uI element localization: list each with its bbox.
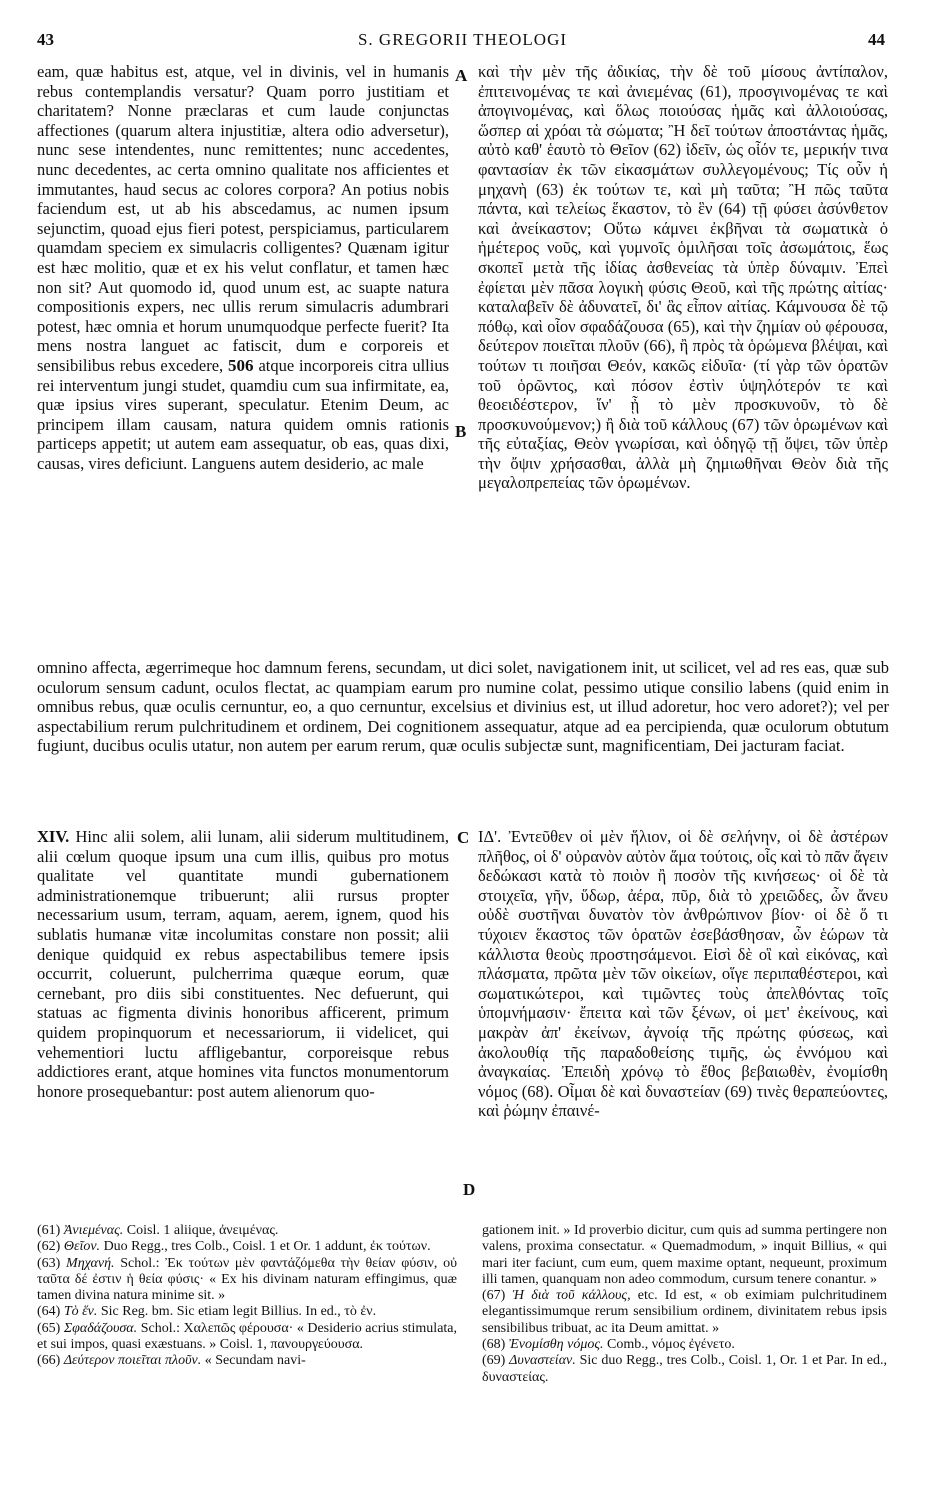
footnote — [37, 1239, 457, 1255]
section-marker-d: D — [463, 1180, 476, 1199]
footnote-number: (66) — [37, 1353, 61, 1369]
footnote-text: Sic duo Regg., tres Colb., Coisl. 1, Or. 1 et Par. In ed., δυναστείας. — [482, 1353, 887, 1385]
footnote-lemma: Ἡ διὰ τοῦ κάλλους, — [512, 1288, 631, 1304]
footnote-text: Schol.: Χαλεπῶς φέρουσα· « Desiderio acrius stimulata, et sui impos, quasi exæstuans. » Coisl. 1, πανουργεύουσα. — [37, 1320, 458, 1353]
section-number-greek: ΙΔ'. — [478, 827, 502, 846]
footnote-number: (68) — [482, 1337, 506, 1353]
footnote-text: Schol.: Ἐκ τούτων μὲν φαντάζόμεθα τὴν θείαν φύσιν, οὐ ταῦτα δέ ἐστιν ἡ θεία φύσις· « Ex his divinam naturam effingimus, quæ tamen divina natura minime sit. » — [37, 1255, 458, 1304]
running-title: S. GREGORII THEOLOGI — [357, 30, 568, 49]
footnote-number: (61) — [37, 1223, 61, 1238]
footnote-number: (63) — [37, 1255, 61, 1271]
footnote-lemma: Ἐνομίσθη νόμος. — [508, 1337, 604, 1353]
footnote-text: « Secundam navi- — [204, 1353, 306, 1369]
latin-column-bottom — [37, 827, 449, 1101]
footnote-number: (62) — [37, 1239, 61, 1255]
section-marker-a: A — [455, 66, 468, 85]
greek-text-c: Ἐντεῦθεν οἱ μὲν ἥλιον, οἱ δὲ σελήνην, οἱ δὲ ἀστέρων πλῆθος, οἱ δ' οὐρανὸν αὐτὸν ἅμα τούτοις, οἷς καὶ τὸ πᾶν ἄγειν δεδώκασι κατὰ τὸ ποιὸν ἢ ποσὸν τῆς κινήσεως· οἱ δὲ τὰ στοιχεῖα, γῆν, ὕδωρ, ἀέρα, πῦρ, διὰ τὸ χρειῶδες, ὧν ἄνευ οὐδὲ συστῆναι δυνατὸν τὸν ἀνθρώπινον βίον· οἱ δὲ ὅ τι τύχοιεν ἕκαστος τῶν ὁρατῶν ἐσεβάσθησαν, ὧν ἑώρων τὰ κάλλιστα θεοὺς προστησάμενοι. Εἰσὶ δὲ οἳ καὶ εἰκόνας, καὶ πλάσματα, πρῶτα μὲν τῶν οἰκείων, οἵγε περιπαθέστεροι, καὶ σωματικώτεροι, καὶ τιμῶντες τοὺς ἀπελθόντας τοῖς ὑπομνήμασιν· ἔπειτα καὶ τῶν ξένων, οἱ μετ' ἐκείνους, καὶ μακρὰν ἀπ' ἐκείνων, ἀγνοίᾳ τῆς πρώτης φύσεως, καὶ ἀκολουθίᾳ τῆς παραδοθείσης τιμῆς, ὡς ἐννόμου καὶ ἀναγκαίας. Ἐπειδὴ χρόνῳ τὸ ἔθος βεβαιωθὲν, ἐνομίσθη νόμος (68). Οἶμαι δὲ καὶ δυναστείαν (69) τινὲς θεραπεύοντες, καὶ ῥώμην ἐπαινέ- — [478, 827, 889, 1121]
latin-text-a: eam, quæ habitus est, atque, vel in divinis, vel in humanis rebus contemplandis versatur? Quam porro justitiam et charitatem? Nonne præclaras et cum laude conjunctas affectiones (quarum altera injustitiæ, altera odio adversetur), nunc sese intendentes, nunc remittentes; nunc accedentes, nunc decedentes, ac certa omnino qualitate nos afficientes et immutantes, haud secus ac colores corpora? An potius nobis faciendum est, ut ab his abscedamus, ac numen ipsum sejunctim, quoad ejus fieri potest, perspiciamus, particularem quamdam speciem ex simulacris colligentes? Quænam igitur est hæc molitio, quæ et ex his velut conflatur, et tamen hæc non sit? Aut quomodo id, quod unum est, ac suapte natura compositionis expers, nec ullis rerum simulacris adumbrari potest, hæc omnia et horum unumquodque perfecte fuerit? Ita mens nostra languet ac fatiscit, dum e corporeis et sensibilibus rebus excedere, — [37, 62, 449, 375]
greek-column-top — [478, 62, 888, 493]
footnote-lemma: Ἀνιεμένας. — [63, 1223, 124, 1238]
footnote-lemma: Δεύτερον ποιεῖται πλοῦν. — [63, 1353, 202, 1369]
latin-text-c: Hinc alii solem, alii lunam, alii siderum multitudinem, alii cœlum quoque ipsum una cum illis, quibus pro motus qualitate vel quantitate mundi gubernationem administrationemque tribuerunt; alii rursus propter necessarium usum, terram, aquam, aerem, ignem, quod his sublatis humanæ vitæ incolumitas constare non possit; alii denique quidquid ex rebus aspectabilibus temere ipsis occurrit, coluerunt, pulcherrima quæque eorum, quæ cernebant, pro diis sibi constituentes. Nec defuerunt, qui statuas ac figmenta divinis honoribus afficerent, primum quidem propinquorum et necessariorum, ii videlicet, qui vehementiori luctu affligebantur, corporeisque rebus addictiores erant, atque homines vita functos monumentorum honore prosequebantur: post autem alienorum quo- — [37, 827, 450, 1101]
footnote-lemma: Σφαδάζουσα. — [63, 1320, 138, 1336]
page-number-left: 43 — [37, 30, 54, 49]
latin-column-top — [37, 62, 449, 473]
footnote — [37, 1353, 457, 1369]
footnote-text: Sic Reg. bm. Sic etiam legit Billius. In ed., τὸ ἐν. — [100, 1304, 377, 1320]
footnote — [37, 1256, 457, 1305]
latin-span-text: omnino affecta, ægerrimeque hoc damnum ferens, secundam, ut dici solet, navigationem init, ut scilicet, vel ad res eas, quæ sub oculorum sensum cadunt, oculos flectat, ac quampiam earum pro numine colat, pessimo utique consilio labens (quid enim in omnibus rebus, quæ oculis cernuntur, eo, a quo cernuntur, excelsius et divinius est, ut illud adoretur, hoc vero adoret?); vel per aspectabilium rerum pulchritudinem et ordinem, Dei cognitionem assequatur, atque ad ea percipienda, quæ oculorum obtutum fugiunt, ducibus oculis utatur, non autem per earum rerum, quæ oculis subjectæ sunt, magnificentiam, Dei jacturam faciat. — [37, 658, 889, 756]
footnote — [482, 1353, 887, 1386]
section-marker-c: C — [457, 828, 470, 847]
footnote-text: Coisl. 1 aliique, ἀνειμένας. — [126, 1223, 279, 1238]
footnote — [37, 1304, 457, 1320]
footnotes-right — [482, 1223, 887, 1386]
footnote-lemma: Θεῖον. — [63, 1239, 101, 1255]
footnote-text: Duo Regg., tres Colb., Coisl. 1 et Or. 1 addunt, ἐκ τούτων. — [103, 1239, 431, 1255]
footnote-text: Comb., νόμος ἐγένετο. — [607, 1337, 735, 1353]
footnotes-left — [37, 1223, 457, 1370]
footnote-text: gationem init. » Id proverbio dicitur, cum quis ad summa pertingere non valens, proxima consectatur. « Quemadmodum, » inquit Billius, « qui mari iter faciunt, cum eum, quem maxime optant, nequeunt, proximum illi tamen, quanquam non adeo commodum, cursum tenere conantur. » — [482, 1223, 887, 1287]
footnote-lemma: Τὸ ἕν. — [63, 1304, 98, 1320]
footnote — [37, 1321, 457, 1354]
footnote — [37, 1223, 457, 1239]
footnote — [482, 1337, 887, 1353]
latin-text-a-continued: atque incorporeis citra ullius rei interventum jungi studet, quamdiu cum sua infirmitate, ea, quæ ipsius vires superant, speculatur. Etenim Deum, ac principem illam causam, natura quidem omnis rationis particeps appetit; ut autem eam assequatur, ob eas, quas dixi, causas, vires deficiunt. Languens autem desiderio, ac male — [37, 355, 450, 473]
page-number-right: 44 — [868, 30, 885, 49]
footnote-text: etc. Id est, « ob eximiam pulchritudinem elegantissimumque rerum sensibilium ordinem, divinitatem rebus ipsis sensibilibus tribuat, ac ita Deum amittat. » — [482, 1288, 888, 1336]
section-number-latin: XIV. — [37, 827, 70, 846]
greek-column-bottom — [478, 827, 888, 1121]
footnote-lemma: Δυναστείαν. — [509, 1353, 576, 1369]
footnote — [482, 1223, 887, 1288]
footnote-number: (64) — [37, 1304, 61, 1320]
latin-full-width-paragraph — [37, 658, 889, 756]
section-marker-b: B — [455, 422, 467, 441]
column-number: 506 — [228, 355, 254, 375]
footnote-lemma: Μηχανή. — [66, 1255, 115, 1271]
footnote — [482, 1288, 887, 1337]
page-header — [0, 22, 925, 52]
footnote-number: (69) — [482, 1353, 506, 1369]
footnote-number: (67) — [482, 1288, 506, 1304]
footnote-number: (65) — [37, 1320, 61, 1336]
greek-text-a: καὶ τὴν μὲν τῆς ἀδικίας, τὴν δὲ τοῦ μίσους ἀντίπαλον, ἐπιτεινομένας τε καὶ ἀνιεμένας (61), προσγινομένας τε καὶ ἀπογινομένας, καὶ ὅλως ποιούσας ἡμᾶς καὶ ἀλλοιούσας, ὥσπερ αἱ χρόαι τὰ σώματα; Ἢ δεῖ τούτων ἀποστάντας ἡμᾶς, αὐτὸ καθ' ἑαυτὸ τὸ Θεῖον (62) ἰδεῖν, ὡς οἷόν τε, μερικήν τινα φαντασίαν ἐκ τῶν εἰκασμάτων συλλεγομένους; Τίς οὖν ἡ μηχανὴ (63) ἐκ τούτων τε, καὶ μὴ ταῦτα; Ἢ πῶς ταῦτα πάντα, καὶ τελείως ἕκαστον, τὸ ἓν (64) τῇ φύσει ἀσύνθετον καὶ ἀνείκαστον; Οὕτω κάμνει ἐκβῆναι τὰ σωματικὰ ὁ ἡμέτερος νοῦς, καὶ γυμνοῖς ὁμιλῆσαι τοῖς ἀσωμάτοις, ἕως σκοπεῖ μετὰ τῆς ἰδίας ἀσθενείας τὰ ὑπὲρ δύναμιν. Ἐπεὶ ἐφίεται μὲν πᾶσα λογικὴ φύσις Θεοῦ, καὶ τῆς πρώτης αἰτίας· καταλαβεῖν δὲ ἀδυνατεῖ, δι' ἃς εἶπον αἰτίας. Κάμνουσα δὲ τῷ πόθῳ, καὶ οἷον σφαδάζουσα (65), καὶ τὴν ζημίαν οὐ φέρουσα, δεύτερον ποιεῖται πλοῦν (66), ἢ πρὸς τὰ ὁρώμενα βλέψαι, καὶ τούτων τι ποιῆσαι Θεόν, κακῶς εἰδυῖα· (τί γὰρ τῶν ὁρατῶν τοῦ ὁρῶντος, καὶ πόσον ἐστὶν ὑψηλότερόν τε καὶ θεοειδέστερον, ἵν' ᾖ τὸ μὲν προσκυνοῦν, τὸ δὲ προσκυνούμενον;) ἢ διὰ τοῦ κάλλους (67) τῶν ὁρωμένων καὶ τῆς εὐταξίας, Θεὸν γνωρίσαι, καὶ ὁδηγῷ τῇ ὄψει, τῶν ὑπὲρ τὴν ὄψιν χρήσασθαι, ἀλλὰ μὴ ζημιωθῆναι Θεὸν διὰ τῆς μεγαλοπρεπείας τῶν ὁρωμένων. — [478, 62, 888, 493]
